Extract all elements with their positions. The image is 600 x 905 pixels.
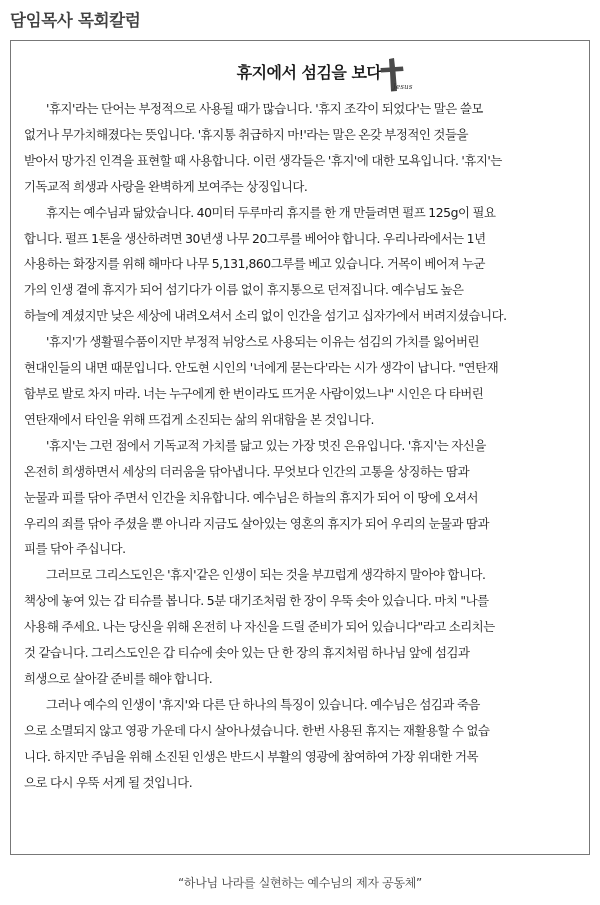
text-line: 온전히 희생하면서 세상의 더러움을 닦아냅니다. 무엇보다 인간의 고통을 상징하는 땀과 [24,463,470,479]
text-line: 사용해 주세요. 나는 당신을 위해 온전히 나 자신을 드릴 준비가 되어 있습니다"라고 소리치는 [24,619,495,635]
text-line: '휴지'라는 단어는 부정적으로 사용될 때가 많습니다. '휴지 조각이 되었다'는 말은 쓸모 [46,101,483,116]
article-title-row [11,61,589,91]
paragraph [24,433,582,563]
paragraph [24,329,582,433]
text-line: 가의 인생 곁에 휴지가 되어 섬기다가 이름 없이 휴지통으로 던져집니다. 예수님도 높은 [24,282,464,298]
cross-logo [369,57,425,93]
text-line: 기독교적 희생과 사랑을 완벽하게 보여주는 상징입니다. [24,178,308,194]
text-line: 것 같습니다. 그리스도인은 갑 티슈에 솟아 있는 단 한 장의 휴지처럼 하나님 앞에 섬김과 [24,645,470,661]
text-line: 으로 다시 우뚝 서게 될 것입니다. [24,774,193,790]
text-line: 으로 소멸되지 않고 영광 가운데 다시 살아나셨습니다. 한번 사용된 휴지는 재활용할 수 없습 [24,722,490,738]
text-line: 그러나 예수의 인생이 '휴지'와 다른 단 하나의 특징이 있습니다. 예수님은 섬김과 죽음 [46,696,480,712]
text-line: 하늘에 계셨지만 낮은 세상에 내려오셔서 소리 없이 인간을 섬기고 십자가에서 버려지셨습니다. [24,308,507,324]
column-heading: 담임목사 목회칼럼 [10,11,141,30]
text-line: 연탄재에서 타인을 위해 뜨겁게 소진되는 삶의 위대함을 본 것입니다. [24,411,374,427]
paragraph [24,562,582,692]
text-line: 니다. 하지만 주님을 위해 소진된 인생은 반드시 부활의 영광에 참여하여 가장 위대한 거목 [24,748,479,764]
paragraph [24,200,582,330]
text-line: 현대인들의 내면 때문입니다. 안도현 시인의 '너에게 묻는다'라는 시가 생각이 납니다. "연탄재 [24,360,499,376]
footer [0,872,600,891]
text-line: 받아서 망가진 인격을 표현할 때 사용합니다. 이런 생각들은 '휴지'에 대한 모욕입니다. '휴지'는 [24,152,502,168]
text-line: 사용하는 화장지를 위해 해마다 나무 5,131,860그루를 베고 있습니다. 거목이 베어져 누군 [24,256,486,272]
text-line: 없거나 무가치해졌다는 뜻입니다. '휴지통 취급하지 마!'라는 말은 온갖 부정적인 것들을 [24,126,468,142]
paragraph [24,96,582,200]
text-line: 희생으로 살아갈 준비를 해야 합니다. [24,670,213,686]
article-title: 휴지에서 섬김을 보다 [236,63,382,82]
text-line: 합니다. 펄프 1톤을 생산하려면 30년생 나무 20그루를 베어야 합니다. 우리나라에서는 1년 [24,230,486,246]
cross-logo-text: Jesus [393,83,413,91]
text-line: 우리의 죄를 닦아 주셨을 뿐 아니라 지금도 살아있는 영혼의 휴지가 되어 우리의 눈물과 땀과 [24,515,490,531]
paragraph [24,692,582,796]
text-line: '휴지'는 그런 점에서 기독교적 가치를 닮고 있는 가장 멋진 은유입니다. '휴지'는 자신을 [46,437,486,453]
text-line: 눈물과 피를 닦아 주면서 인간을 치유합니다. 예수님은 하늘의 휴지가 되어 이 땅에 오셔서 [24,489,479,505]
article-body [24,96,582,795]
text-line: 책상에 놓여 있는 갑 티슈를 봅니다. 5분 대기조처럼 한 장이 우뚝 솟아 있습니다. 마치 "나를 [24,593,489,609]
text-line: 피를 닦아 주십니다. [24,541,126,557]
church-motto: “하나님 나라를 실현하는 예수님의 제자 공동체” [178,876,422,890]
text-line: 휴지는 예수님과 닮았습니다. 40미터 두루마리 휴지를 한 개 만들려면 펄프 125g이 필요 [46,204,496,220]
text-line: 함부로 발로 차지 마라. 너는 누구에게 한 번이라도 뜨거운 사람이었느냐" 시인은 다 타버린 [24,385,484,401]
text-line: '휴지'가 생활필수품이지만 부정적 뉘앙스로 사용되는 이유는 섬김의 가치를 잃어버린 [46,334,479,350]
article-frame [10,40,590,855]
page-header [10,10,596,40]
text-line: 그러므로 그리스도인은 '휴지'같은 인생이 되는 것을 부끄럽게 생각하지 말아야 합니다. [46,567,486,583]
